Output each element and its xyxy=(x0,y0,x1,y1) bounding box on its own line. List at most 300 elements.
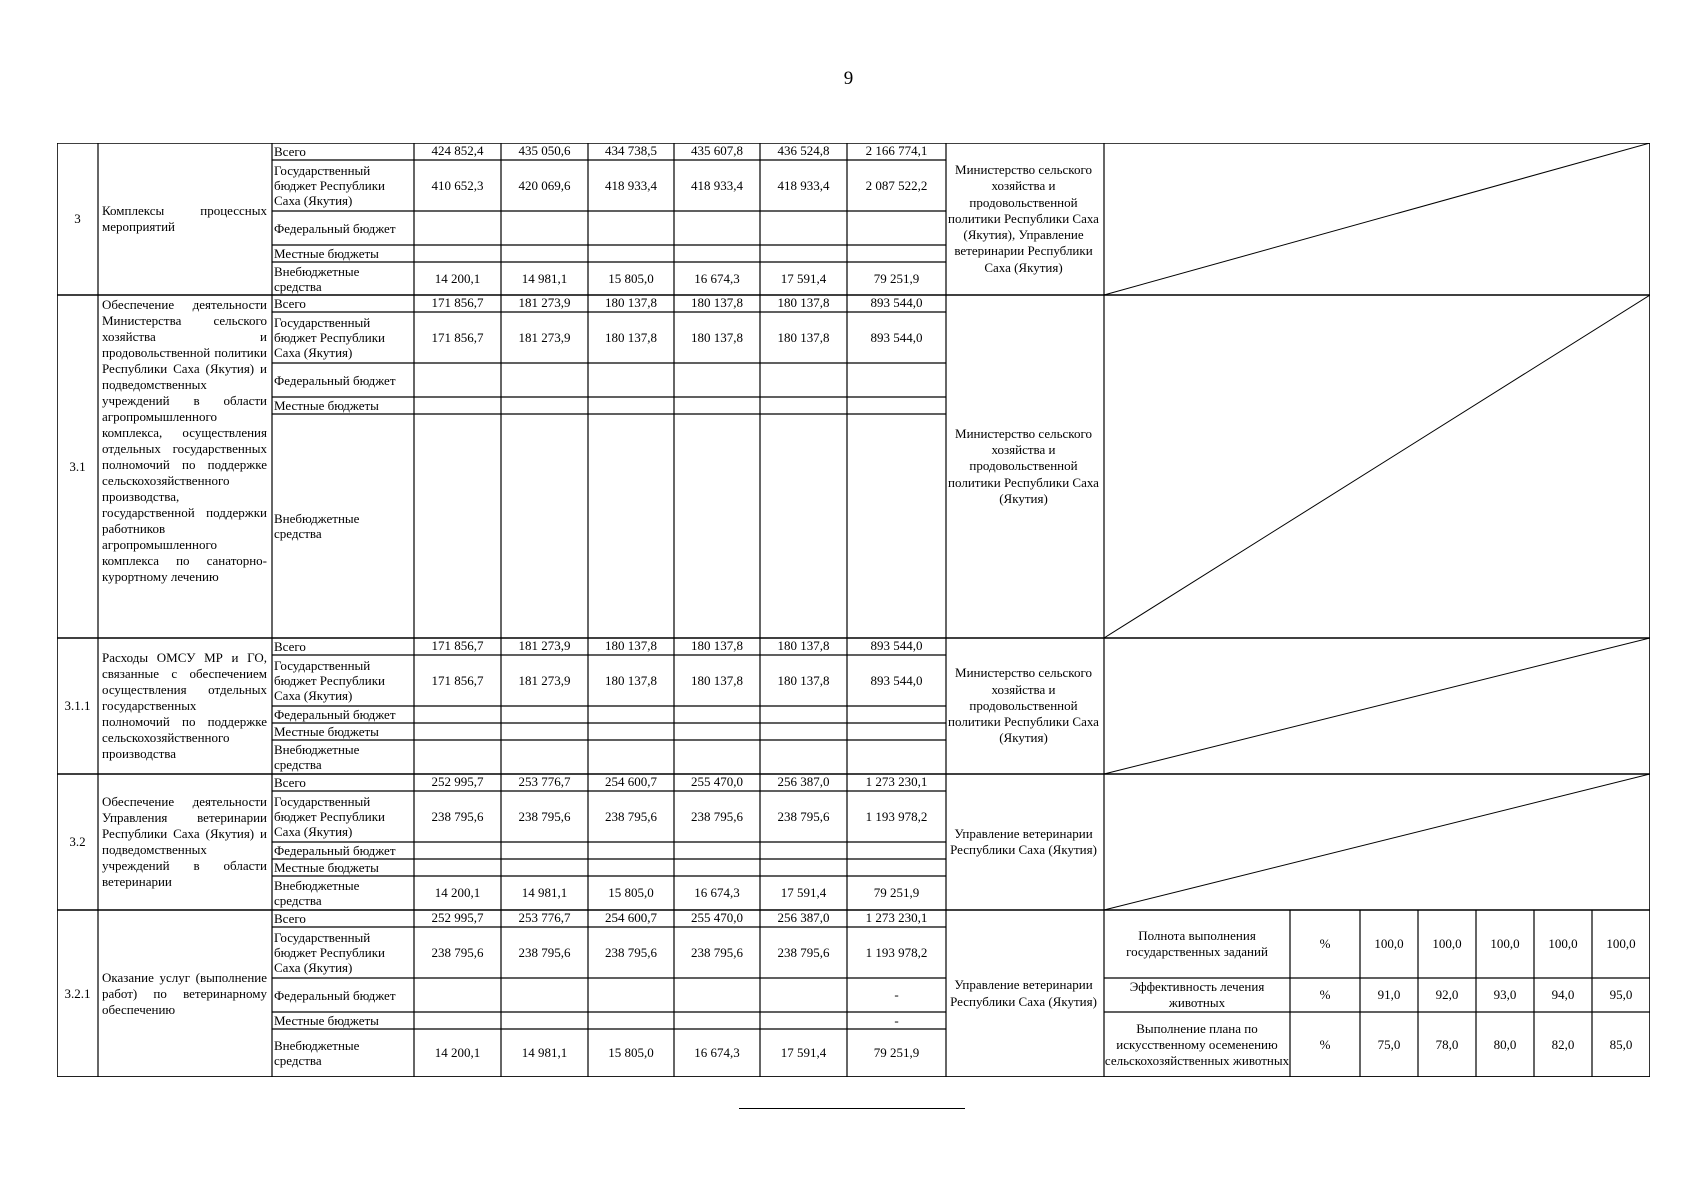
funding-source-text: Государственный бюджет Республики Саха (Якутия) xyxy=(274,930,386,975)
budget-value-text: 893 544,0 xyxy=(870,329,923,345)
budget-value-text: 180 137,8 xyxy=(605,672,657,688)
budget-value xyxy=(760,723,847,740)
event-name xyxy=(98,143,269,295)
funding-source xyxy=(272,295,412,312)
responsible-executor-text: Министерство сельского хозяйства и продовольственной политики Республики Саха (Якутия) xyxy=(948,665,1099,746)
budget-value xyxy=(847,740,946,774)
row-number xyxy=(57,774,98,910)
budget-value-text: 410 652,3 xyxy=(431,177,484,193)
budget-value-text: - xyxy=(894,987,899,1002)
budget-value-text: 180 137,8 xyxy=(777,329,830,345)
indicator-value-text: 100,0 xyxy=(1606,936,1636,951)
indicator-value xyxy=(1360,910,1418,978)
budget-value-text: 418 933,4 xyxy=(605,177,657,193)
budget-value xyxy=(847,397,946,414)
budget-value xyxy=(588,842,674,859)
budget-value xyxy=(847,706,946,723)
funding-source xyxy=(272,638,412,655)
budget-value-text: 171 856,7 xyxy=(431,295,484,310)
budget-value-text: 1 193 978,2 xyxy=(865,944,928,960)
budget-value xyxy=(674,1012,760,1029)
budget-value xyxy=(414,927,501,978)
funding-source-text: Всего xyxy=(274,911,306,926)
budget-value xyxy=(414,740,501,774)
budget-value xyxy=(414,397,501,414)
budget-value xyxy=(588,791,674,842)
indicator-value-text: 100,0 xyxy=(1432,936,1462,951)
budget-value-text: 253 776,7 xyxy=(518,910,571,925)
indicator-value xyxy=(1360,978,1418,1012)
indicator-name-text: Полнота выполнения государственных заданий xyxy=(1126,928,1268,959)
budget-value-text: 180 137,8 xyxy=(691,295,743,310)
funding-source-text: Внебюджетные средства xyxy=(274,742,360,772)
funding-source-text: Федеральный бюджет xyxy=(274,372,396,388)
budget-value-text: 256 387,0 xyxy=(777,774,830,789)
budget-value xyxy=(501,859,588,876)
budget-value xyxy=(414,1012,501,1029)
funding-source xyxy=(272,927,412,978)
budget-value xyxy=(588,1029,674,1077)
funding-source xyxy=(272,211,412,245)
funding-source xyxy=(272,910,412,927)
budget-value-text: 238 795,6 xyxy=(431,808,484,824)
event-name-text: Расходы ОМСУ МР и ГО, связанные с обеспечением осуществления отдельных государственных полномочий по поддержке сельскохозяйственного производства xyxy=(102,650,267,761)
budget-value-text: 436 524,8 xyxy=(777,143,830,158)
budget-value-text: 180 137,8 xyxy=(605,329,657,345)
funding-source xyxy=(272,312,412,363)
budget-value xyxy=(501,295,588,312)
budget-value-text: 253 776,7 xyxy=(518,774,571,789)
event-name-text: Обеспечение деятельности Управления ветеринарии Республики Саха (Якутия) и подведомственных учреждений в области ветеринарии xyxy=(102,794,267,889)
page-number: 9 xyxy=(843,68,854,89)
budget-value-text: 14 981,1 xyxy=(521,885,568,900)
funding-source xyxy=(272,774,412,791)
budget-value xyxy=(674,740,760,774)
budget-value-text: 238 795,6 xyxy=(605,944,657,960)
budget-value xyxy=(588,245,674,262)
indicator-value-text: 91,0 xyxy=(1377,987,1401,1002)
budget-value-text: 181 273,9 xyxy=(518,329,571,345)
budget-value xyxy=(847,312,946,363)
budget-value xyxy=(760,774,847,791)
budget-value xyxy=(760,1012,847,1029)
budget-value-text: 1 273 230,1 xyxy=(865,910,928,925)
indicator-name-text: Выполнение плана по искусственному осеменению сельскохозяйственных животных xyxy=(1104,1020,1290,1068)
budget-value xyxy=(588,740,674,774)
indicator-value xyxy=(1592,1012,1650,1077)
funding-source-text: Государственный бюджет Республики Саха (Якутия) xyxy=(274,794,386,839)
budget-value-text: 1 273 230,1 xyxy=(865,774,928,789)
budget-value xyxy=(588,211,674,245)
budget-value-text: 238 795,6 xyxy=(431,944,484,960)
indicator-value xyxy=(1534,910,1592,978)
budget-value xyxy=(674,723,760,740)
budget-value xyxy=(414,160,501,211)
budget-value xyxy=(760,295,847,312)
budget-value xyxy=(414,295,501,312)
budget-value xyxy=(847,211,946,245)
budget-value xyxy=(760,143,847,160)
budget-value-text: 2 087 522,2 xyxy=(865,177,928,193)
budget-value xyxy=(760,842,847,859)
budget-value-text: 181 273,9 xyxy=(518,295,571,310)
budget-value xyxy=(760,859,847,876)
budget-value xyxy=(847,638,946,655)
budget-value xyxy=(588,397,674,414)
budget-value xyxy=(501,791,588,842)
indicator-value-text: 82,0 xyxy=(1551,1036,1575,1052)
budget-value-text: 14 200,1 xyxy=(434,885,481,900)
budget-value xyxy=(501,876,588,910)
event-name xyxy=(98,910,269,1077)
budget-value xyxy=(674,876,760,910)
indicator-value-text: 100,0 xyxy=(1374,936,1404,951)
indicator-value xyxy=(1476,910,1534,978)
budget-value-text: 2 166 774,1 xyxy=(865,143,928,158)
budget-value-text: 256 387,0 xyxy=(777,910,830,925)
budget-value xyxy=(414,638,501,655)
funding-source xyxy=(272,397,412,414)
budget-value-text: 79 251,9 xyxy=(873,1045,920,1060)
budget-value-text: 893 544,0 xyxy=(870,638,923,653)
budget-value xyxy=(847,262,946,295)
responsible-executor-text: Министерство сельского хозяйства и продовольственной политики Республики Саха (Якутия), Управление ветеринарии Республики Саха (Якутия) xyxy=(948,161,1099,275)
budget-value-text: 180 137,8 xyxy=(691,638,743,653)
budget-value xyxy=(501,706,588,723)
budget-value xyxy=(847,791,946,842)
budget-value-text: 79 251,9 xyxy=(873,270,920,286)
budget-value xyxy=(501,160,588,211)
budget-value-text: 17 591,4 xyxy=(780,885,827,900)
funding-source xyxy=(272,876,412,910)
budget-value xyxy=(847,978,946,1012)
funding-source xyxy=(272,791,412,842)
budget-value-text: 15 805,0 xyxy=(608,885,654,900)
budget-value-text: 255 470,0 xyxy=(691,910,743,925)
budget-value xyxy=(588,1012,674,1029)
funding-source-text: Местные бюджеты xyxy=(274,398,379,413)
funding-source xyxy=(272,842,412,859)
budget-value xyxy=(588,859,674,876)
budget-value xyxy=(414,312,501,363)
indicator-unit xyxy=(1290,910,1360,978)
budget-value-text: 238 795,6 xyxy=(518,808,571,824)
funding-source-text: Местные бюджеты xyxy=(274,246,379,261)
budget-value xyxy=(674,245,760,262)
indicator-value-text: 80,0 xyxy=(1493,1036,1517,1052)
row-number-text: 3.1.1 xyxy=(64,698,91,713)
budget-value xyxy=(674,706,760,723)
budget-value xyxy=(588,706,674,723)
budget-value xyxy=(588,414,674,638)
funding-source-text: Всего xyxy=(274,296,306,311)
budget-value xyxy=(414,791,501,842)
budget-value-text: 180 137,8 xyxy=(777,295,830,310)
budget-value-text: 418 933,4 xyxy=(691,177,743,193)
budget-value xyxy=(760,876,847,910)
budget-value xyxy=(674,1029,760,1077)
budget-value xyxy=(760,910,847,927)
budget-value xyxy=(674,262,760,295)
indicator-unit-text: % xyxy=(1319,1036,1331,1052)
indicator-unit-text: % xyxy=(1319,987,1331,1002)
budget-value xyxy=(847,245,946,262)
budget-value xyxy=(674,397,760,414)
budget-value-text: 16 674,3 xyxy=(694,1045,740,1060)
budget-value-text: 180 137,8 xyxy=(605,295,657,310)
funding-source xyxy=(272,245,412,262)
budget-value xyxy=(760,312,847,363)
funding-source xyxy=(272,740,412,774)
budget-value xyxy=(588,160,674,211)
indicator-name xyxy=(1104,910,1290,978)
indicator-unit-text: % xyxy=(1319,936,1331,951)
budget-value xyxy=(414,245,501,262)
funding-source xyxy=(272,1012,412,1029)
responsible-executor-text: Управление ветеринарии Республики Саха (Якутия) xyxy=(950,977,1097,1009)
indicator-value xyxy=(1418,1012,1476,1077)
budget-value xyxy=(674,211,760,245)
funding-source xyxy=(272,978,412,1012)
budget-value xyxy=(760,262,847,295)
budget-value xyxy=(501,414,588,638)
funding-source-text: Местные бюджеты xyxy=(274,860,379,875)
budget-value xyxy=(501,262,588,295)
funding-source xyxy=(272,414,412,638)
budget-value-text: 79 251,9 xyxy=(873,885,920,900)
budget-value xyxy=(501,978,588,1012)
budget-value-text: 238 795,6 xyxy=(518,944,571,960)
budget-value xyxy=(847,655,946,706)
budget-value xyxy=(588,262,674,295)
row-number-text: 3.2 xyxy=(69,834,86,849)
event-name-text: Оказание услуг (выполнение работ) по ветеринарному обеспечению xyxy=(102,969,267,1017)
budget-value xyxy=(674,638,760,655)
budget-value-text: 15 805,0 xyxy=(608,1045,654,1060)
funding-source-text: Государственный бюджет Республики Саха (Якутия) xyxy=(274,163,386,208)
budget-value xyxy=(847,842,946,859)
funding-source-text: Местные бюджеты xyxy=(274,724,379,739)
budget-value xyxy=(674,859,760,876)
responsible-executor xyxy=(946,638,1101,774)
budget-value xyxy=(760,978,847,1012)
event-name xyxy=(98,774,269,910)
budget-value xyxy=(760,363,847,397)
budget-value xyxy=(674,143,760,160)
budget-value xyxy=(501,245,588,262)
indicator-name-text: Эффективность лечения животных xyxy=(1129,979,1265,1010)
budget-value-text: 17 591,4 xyxy=(780,270,827,286)
funding-source xyxy=(272,706,412,723)
budget-value xyxy=(760,160,847,211)
budget-value xyxy=(674,927,760,978)
budget-value xyxy=(588,876,674,910)
budget-value xyxy=(674,978,760,1012)
indicator-name xyxy=(1104,978,1290,1012)
budget-value xyxy=(588,774,674,791)
indicator-value xyxy=(1534,1012,1592,1077)
budget-value-text: 238 795,6 xyxy=(777,808,830,824)
budget-value xyxy=(501,638,588,655)
budget-value xyxy=(414,363,501,397)
budget-value-text: 181 273,9 xyxy=(518,672,571,688)
budget-value xyxy=(414,262,501,295)
row-number xyxy=(57,295,98,638)
budget-value xyxy=(847,774,946,791)
budget-value xyxy=(501,842,588,859)
funding-source xyxy=(272,1029,412,1077)
indicator-value xyxy=(1592,910,1650,978)
budget-value xyxy=(501,143,588,160)
budget-value xyxy=(501,655,588,706)
budget-value xyxy=(847,143,946,160)
budget-value xyxy=(674,842,760,859)
budget-value xyxy=(760,655,847,706)
budget-value-text: 238 795,6 xyxy=(605,808,657,824)
funding-source xyxy=(272,655,412,706)
budget-value xyxy=(847,363,946,397)
budget-value xyxy=(588,312,674,363)
budget-value xyxy=(760,791,847,842)
budget-value xyxy=(414,143,501,160)
funding-source-text: Всего xyxy=(274,639,306,654)
budget-value xyxy=(760,1029,847,1077)
budget-value xyxy=(847,295,946,312)
budget-value-text: 180 137,8 xyxy=(691,672,743,688)
indicator-value xyxy=(1476,1012,1534,1077)
budget-value xyxy=(501,211,588,245)
budget-value-text: 180 137,8 xyxy=(777,672,830,688)
budget-value-text: - xyxy=(894,1012,899,1028)
indicator-value xyxy=(1418,978,1476,1012)
budget-value xyxy=(501,397,588,414)
budget-value-text: 14 981,1 xyxy=(521,270,568,286)
row-number-text: 3.1 xyxy=(69,458,86,474)
budget-value-text: 238 795,6 xyxy=(691,944,743,960)
funding-source-text: Внебюджетные средства xyxy=(274,1038,360,1068)
row-number-text: 3.2.1 xyxy=(64,985,91,1001)
budget-value xyxy=(674,363,760,397)
indicator-value xyxy=(1418,910,1476,978)
budget-value xyxy=(674,295,760,312)
budget-value xyxy=(674,312,760,363)
responsible-executor-text: Министерство сельского хозяйства и продовольственной политики Республики Саха (Якутия) xyxy=(948,425,1099,506)
event-name-text: Обеспечение деятельности Министерства сельского хозяйства и продовольственной политики Республики Саха (Якутия) и подведомственных учреждений в области агропромышленного комплекса, осуществления отдельных государственных полномочий по поддержке сельскохозяйственного производства, государственной поддержки работников агропромышленного комплекса по санаторно-курортному лечению xyxy=(102,297,267,584)
budget-value xyxy=(760,638,847,655)
row-number xyxy=(57,910,98,1077)
budget-value xyxy=(674,774,760,791)
budget-value xyxy=(847,1029,946,1077)
budget-value xyxy=(414,723,501,740)
budget-value xyxy=(414,842,501,859)
funding-source xyxy=(272,143,412,160)
budget-value-text: 238 795,6 xyxy=(777,944,830,960)
indicator-name xyxy=(1104,1012,1290,1077)
indicator-value-text: 94,0 xyxy=(1551,987,1575,1002)
budget-value xyxy=(588,927,674,978)
indicator-value xyxy=(1534,978,1592,1012)
budget-value xyxy=(588,143,674,160)
funding-source-text: Всего xyxy=(274,775,306,790)
indicator-value xyxy=(1360,1012,1418,1077)
indicator-value-text: 100,0 xyxy=(1548,936,1578,951)
budget-value-text: 418 933,4 xyxy=(777,177,830,193)
event-name xyxy=(98,295,269,638)
budget-value-text: 14 200,1 xyxy=(434,270,481,286)
budget-value-text: 1 193 978,2 xyxy=(865,808,928,824)
budget-value-text: 424 852,4 xyxy=(431,143,484,158)
budget-value xyxy=(588,723,674,740)
budget-value xyxy=(414,211,501,245)
budget-value xyxy=(588,363,674,397)
budget-value xyxy=(847,723,946,740)
budget-value xyxy=(760,706,847,723)
budget-value xyxy=(760,927,847,978)
indicator-unit xyxy=(1290,1012,1360,1077)
budget-value xyxy=(760,211,847,245)
budget-value xyxy=(414,910,501,927)
budget-value xyxy=(674,414,760,638)
funding-source xyxy=(272,160,412,211)
indicator-value-text: 100,0 xyxy=(1490,936,1520,951)
budget-value-text: 14 200,1 xyxy=(434,1045,481,1060)
budget-value xyxy=(501,363,588,397)
budget-value-text: 16 674,3 xyxy=(694,885,740,900)
budget-value xyxy=(414,859,501,876)
funding-source xyxy=(272,262,412,295)
budget-value-text: 252 995,7 xyxy=(431,910,484,925)
funding-source-text: Местные бюджеты xyxy=(274,1013,379,1028)
budget-value xyxy=(501,312,588,363)
budget-value xyxy=(588,295,674,312)
budget-value xyxy=(847,927,946,978)
budget-value xyxy=(847,910,946,927)
budget-value xyxy=(414,706,501,723)
funding-source-text: Государственный бюджет Республики Саха (Якутия) xyxy=(274,658,386,703)
indicator-value-text: 93,0 xyxy=(1493,987,1517,1002)
responsible-executor xyxy=(946,143,1101,295)
funding-source xyxy=(272,363,412,397)
budget-value xyxy=(847,876,946,910)
budget-value xyxy=(501,1012,588,1029)
responsible-executor xyxy=(946,910,1101,1077)
budget-value-text: 255 470,0 xyxy=(691,774,743,789)
funding-source xyxy=(272,859,412,876)
budget-value-text: 435 607,8 xyxy=(691,143,743,158)
row-number xyxy=(57,638,98,774)
budget-value xyxy=(414,1029,501,1077)
budget-value xyxy=(674,791,760,842)
funding-source xyxy=(272,723,412,740)
indicator-value-text: 95,0 xyxy=(1609,987,1633,1002)
budget-value-text: 181 273,9 xyxy=(518,638,571,653)
event-name-text: Комплексы процессных мероприятий xyxy=(102,203,267,234)
budget-value-text: 180 137,8 xyxy=(605,638,657,653)
funding-source-text: Всего xyxy=(274,144,306,159)
budget-value-text: 252 995,7 xyxy=(431,774,484,789)
budget-value xyxy=(588,910,674,927)
budget-value xyxy=(414,414,501,638)
budget-value-text: 254 600,7 xyxy=(605,910,657,925)
budget-value xyxy=(588,638,674,655)
footer-rule xyxy=(739,1108,965,1109)
indicator-value-text: 92,0 xyxy=(1435,987,1459,1002)
budget-value-text: 171 856,7 xyxy=(431,672,484,688)
row-number xyxy=(57,143,98,295)
budget-value xyxy=(501,740,588,774)
budget-value-text: 893 544,0 xyxy=(870,672,923,688)
responsible-executor xyxy=(946,295,1101,638)
